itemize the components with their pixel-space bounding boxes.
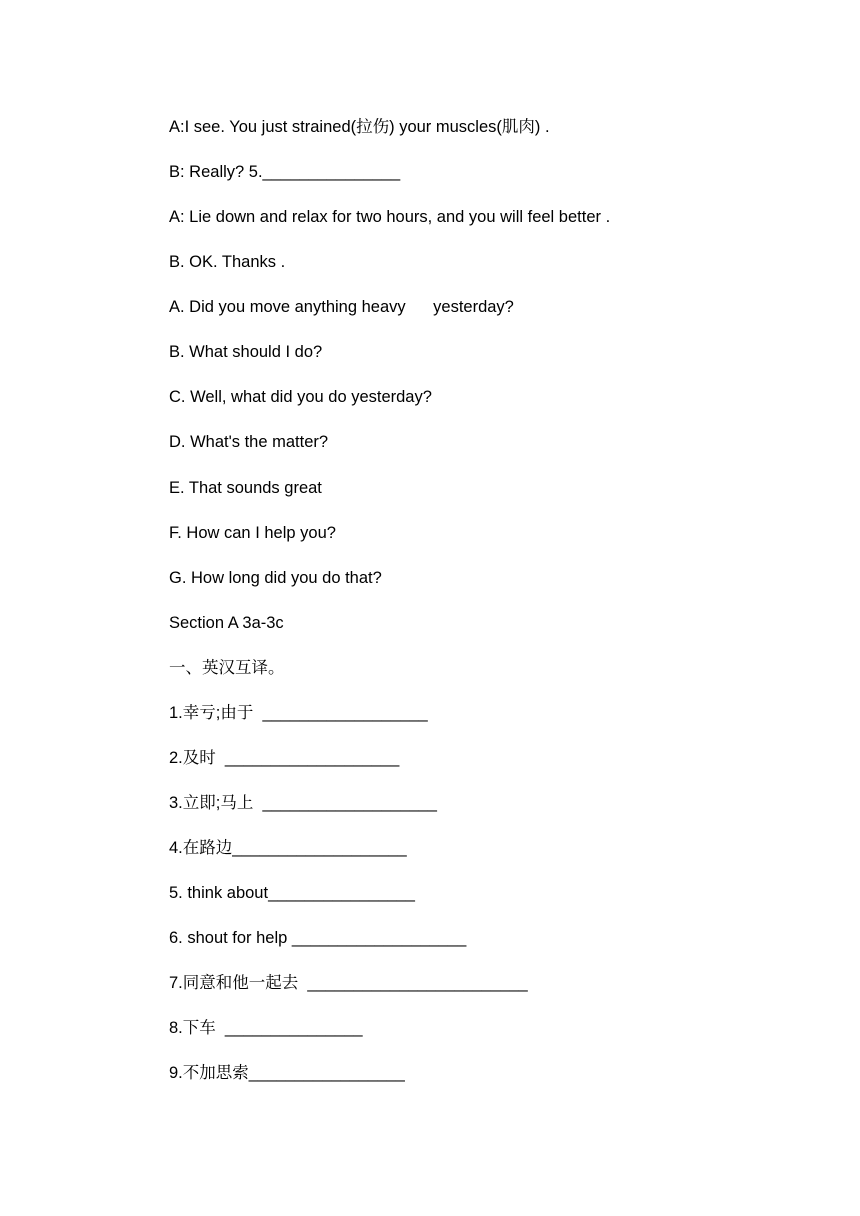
option-f: F. How can I help you?: [169, 524, 336, 542]
exercise-item-1: 1.幸亏;由于 __________________: [169, 704, 428, 722]
option-d: D. What's the matter?: [169, 433, 329, 451]
exercise-item-8: 8.下车 _______________: [169, 1019, 363, 1037]
exercise-item-2: 2.及时 ___________________: [169, 749, 400, 767]
dialogue-line-b1: B: Really? 5._______________: [169, 163, 401, 181]
section-heading: Section A 3a-3c: [169, 614, 284, 632]
option-a: A. Did you move anything heavy yesterday?: [169, 298, 514, 316]
exercise-item-6: 6. shout for help ___________________: [169, 929, 467, 947]
exercise-item-7: 7.同意和他一起去 ________________________: [169, 974, 528, 992]
dialogue-line-a2: A: Lie down and relax for two hours, and you will feel better .: [169, 208, 611, 226]
exercise-item-3: 3.立即;马上 ___________________: [169, 794, 437, 812]
exercise-item-4: 4.在路边___________________: [169, 839, 407, 857]
exercise-item-5: 5. think about________________: [169, 884, 415, 902]
option-g: G. How long did you do that?: [169, 569, 382, 587]
task-title: 一、英汉互译。: [169, 659, 285, 677]
option-c: C. Well, what did you do yesterday?: [169, 388, 432, 406]
dialogue-line-b2: B. OK. Thanks .: [169, 253, 286, 271]
exercise-item-9: 9.不加思索_________________: [169, 1064, 405, 1082]
dialogue-line-a1: A:I see. You just strained(拉伤) your muscles(肌肉) .: [169, 118, 550, 136]
option-b: B. What should I do?: [169, 343, 323, 361]
option-e: E. That sounds great: [169, 479, 322, 497]
